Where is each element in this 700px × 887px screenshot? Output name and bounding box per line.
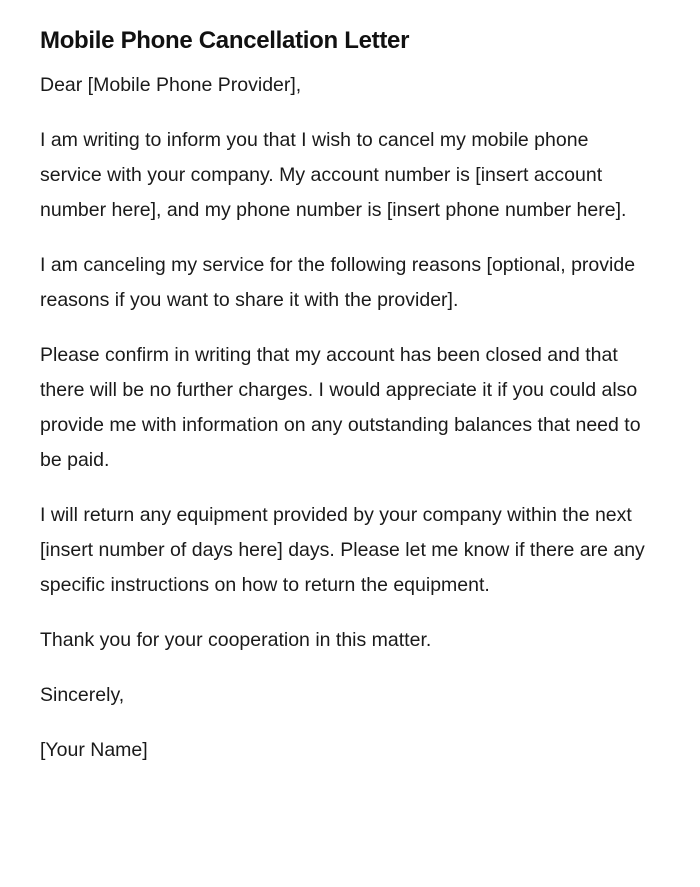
paragraph-reasons: I am canceling my service for the following reasons [optional, provide reasons if you want to share it with the provider]. xyxy=(40,254,636,311)
paragraph-equipment: I will return any equipment provided by your company within the next [insert number of days here] days. Please let me know if there are any specific instructions on how to return the equipment. xyxy=(40,504,645,596)
page-title: Mobile Phone Cancellation Letter xyxy=(40,27,410,54)
salutation: Dear [Mobile Phone Provider], xyxy=(40,74,302,96)
letter-document xyxy=(40,24,650,788)
closing: Sincerely, xyxy=(40,684,125,706)
signature: [Your Name] xyxy=(40,739,148,761)
paragraph-thanks: Thank you for your cooperation in this matter. xyxy=(40,629,432,651)
paragraph-confirmation: Please confirm in writing that my account has been closed and that there will be no further charges. I would appreciate it if you could also provide me with information on any outstanding balances that need to be paid. xyxy=(40,344,641,471)
paragraph-account-info: I am writing to inform you that I wish to cancel my mobile phone service with your company. My account number is [insert account number here], and my phone number is [insert phone number here]. xyxy=(40,129,627,221)
